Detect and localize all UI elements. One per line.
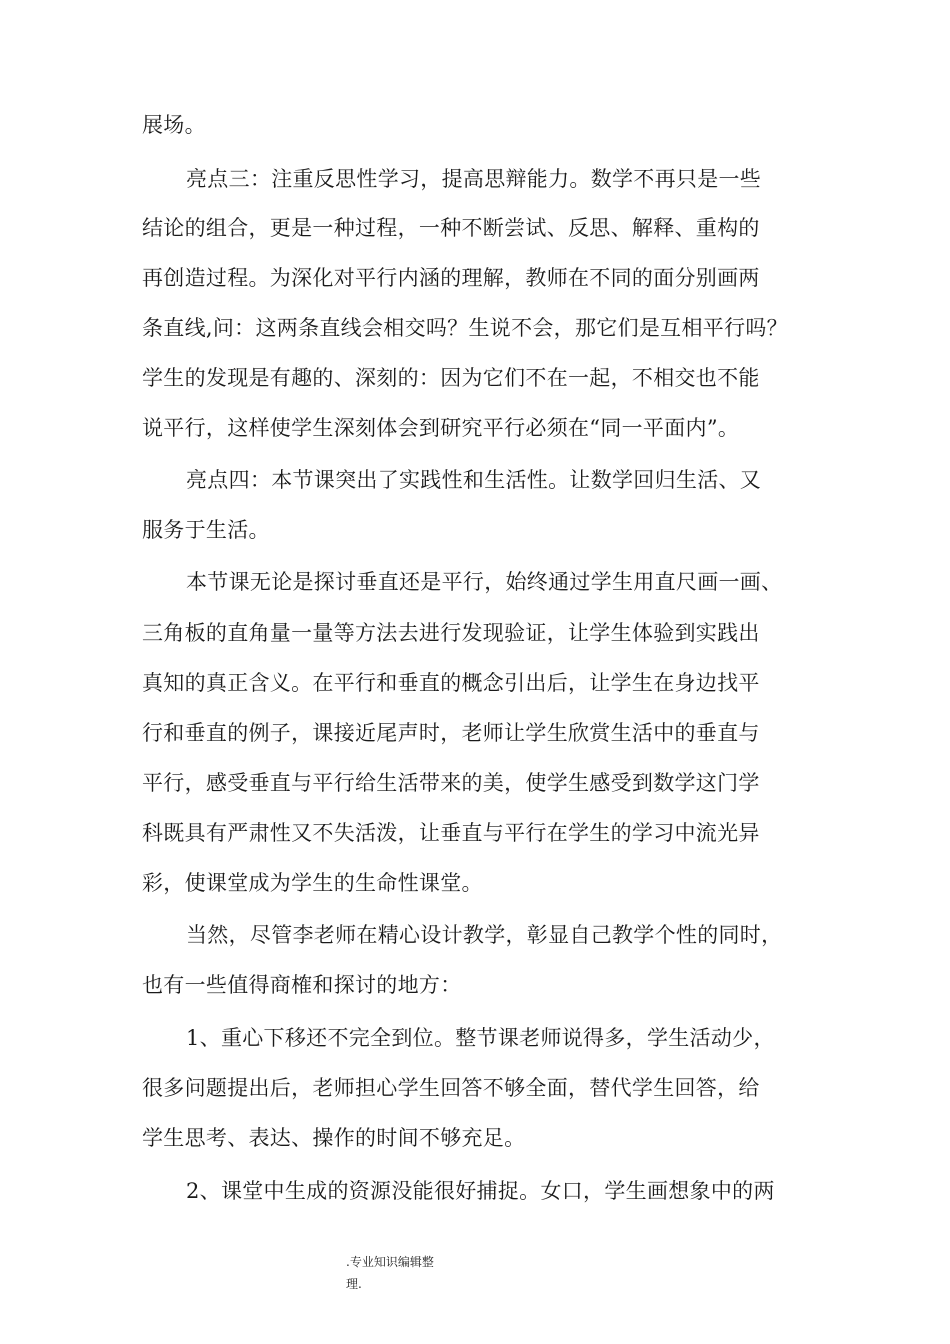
paragraph-practice: 本节课无论是探讨垂直还是平行，始终通过学生用直尺画一画、: [186, 570, 783, 594]
text-line-18: 也有一些值得商榷和探讨的地方：: [142, 973, 462, 997]
paragraph-highlight-three: 亮点三：注重反思性学习，提高思辩能力。数学不再只是一些: [186, 167, 762, 191]
text-line-5: 条直线,问：这两条直线会相交吗？生说不会，那它们是互相平行吗？: [142, 316, 788, 340]
text-line-16: 彩，使课堂成为学生的生命性课堂。: [142, 871, 483, 895]
text-line-12: 真知的真正含义。在平行和垂直的概念引出后，让学生在身边找平: [142, 671, 760, 695]
text-line-6: 学生的发现是有趣的、深刻的：因为它们不在一起，不相交也不能: [142, 366, 760, 390]
text-line-21: 学生思考、表达、操作的时间不够充足。: [142, 1126, 526, 1150]
text-line-7: 说平行，这样使学生深刻体会到研究平行必须在“同一平面内”。: [142, 416, 740, 440]
text-line-20: 很多问题提出后，老师担心学生回答不够全面，替代学生回答，给: [142, 1076, 760, 1100]
text-line-4: 再创造过程。为深化对平行内涵的理解，教师在不同的面分别画两: [142, 266, 760, 290]
text-line-11: 三角板的直角量一量等方法去进行发现验证，让学生体验到实践出: [142, 621, 760, 645]
text-line-14: 平行，感受垂直与平行给生活带来的美，使学生感受到数学这门学: [142, 771, 760, 795]
text-line-9: 服务于生活。: [142, 518, 270, 542]
footer-note-line-2: 理.: [346, 1277, 362, 1291]
list-item-2: 2、课堂中生成的资源没能很好捕捉。女口，学生画想象中的两: [186, 1179, 775, 1203]
paragraph-highlight-four: 亮点四：本节课突出了实践性和生活性。让数学回归生活、又: [186, 468, 762, 492]
list-item-1: 1、重心下移还不完全到位。整节课老师说得多，学生活动少，: [186, 1026, 775, 1050]
text-line-1: 展场。: [142, 113, 206, 137]
paragraph-however: 当然，尽管李老师在精心设计教学，彰显自己教学个性的同时，: [186, 923, 783, 947]
text-line-3: 结论的组合，更是一种过程，一种不断尝试、反思、解释、重构的: [142, 216, 760, 240]
text-line-13: 行和垂直的例子，课接近尾声时，老师让学生欣赏生活中的垂直与: [142, 721, 760, 745]
footer-note-line-1: .专业知识编辑整: [346, 1255, 434, 1269]
text-line-15: 科既具有严肃性又不失活泼，让垂直与平行在学生的学习中流光异: [142, 821, 760, 845]
